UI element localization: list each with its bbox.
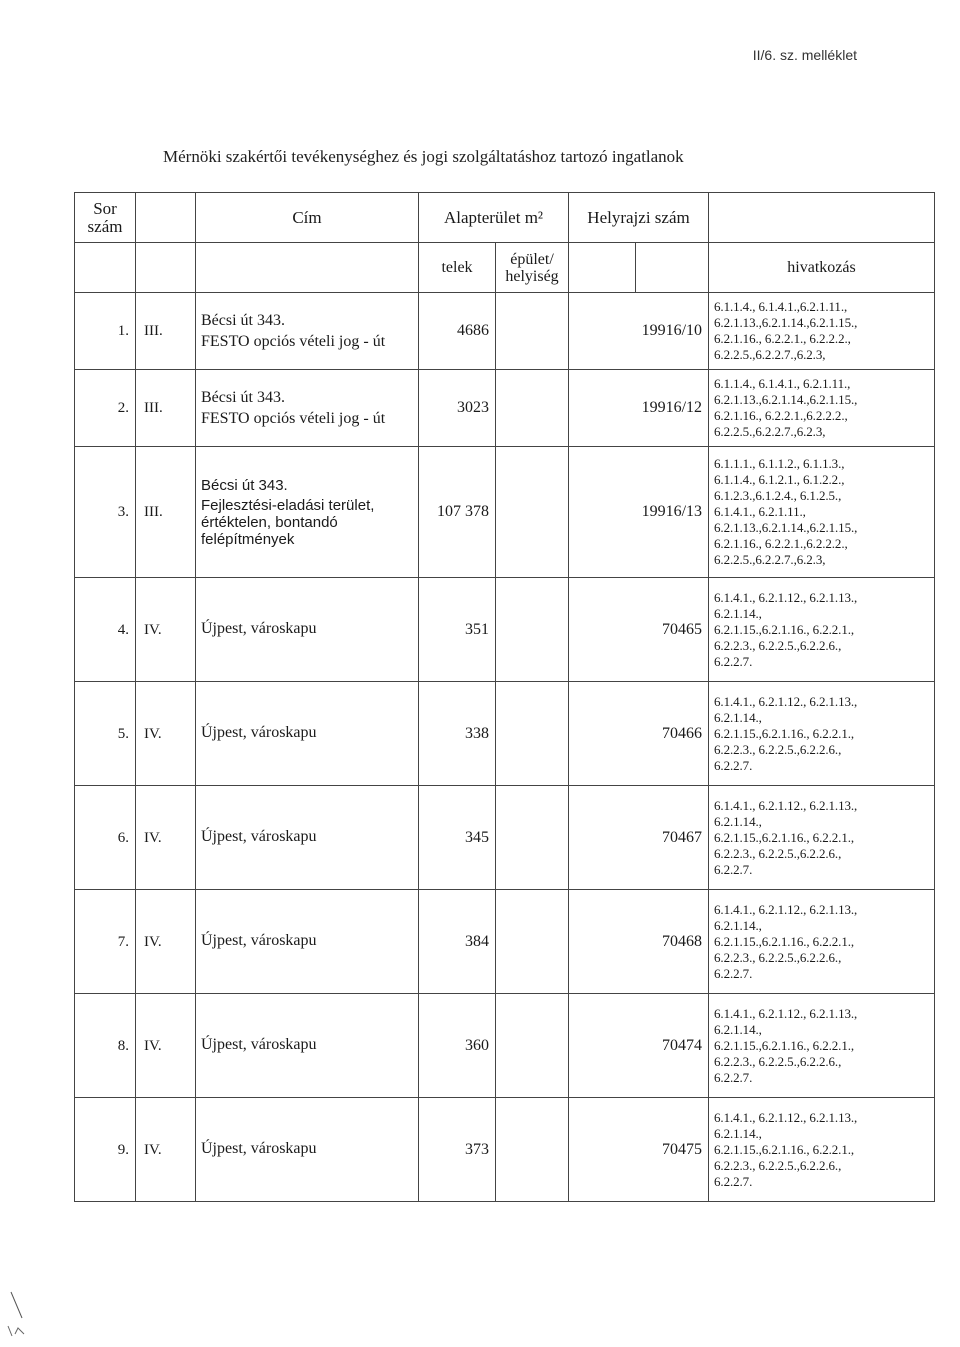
- reference-line: 6.2.2.3., 6.2.2.5.,6.2.2.6.,: [714, 1157, 842, 1173]
- reference-cell: [709, 682, 935, 786]
- address-line-2: Fejlesztési-eladási terület, értéktelen, bontandó felépítmények: [201, 497, 375, 548]
- reference-line: 6.2.2.7.: [714, 757, 753, 773]
- reference-cell: [709, 370, 935, 447]
- land-area: 360: [419, 994, 496, 1098]
- reference-line: 6.2.1.16., 6.2.2.1.,6.2.2.2.,: [714, 536, 848, 551]
- reference-line: 6.2.2.3., 6.2.2.5.,6.2.2.6.,: [714, 1053, 842, 1069]
- reference-line: 6.2.1.15.,6.2.1.16., 6.2.2.1.,: [714, 725, 855, 741]
- table-row: [75, 578, 935, 682]
- parcel-number: 70465: [569, 578, 709, 682]
- address-line-1: Bécsi út 343.: [201, 312, 285, 329]
- reference-line: 6.2.1.14.,: [714, 917, 762, 933]
- header-parcel-number: Helyrajzi szám: [569, 193, 709, 243]
- reference-line: 6.2.2.7.: [714, 653, 753, 669]
- reference-line: 6.1.1.4., 6.1.4.1., 6.2.1.11.,: [714, 376, 851, 391]
- address-line-1: Újpest, városkapu: [201, 828, 317, 845]
- header-land: telek: [419, 243, 496, 293]
- reference-line: 6.1.4.1., 6.2.1.12., 6.2.1.13.,: [714, 589, 858, 605]
- address-cell: [196, 447, 419, 578]
- reference-line: 6.2.2.7.: [714, 1173, 753, 1189]
- land-area: 3023: [419, 370, 496, 447]
- reference-line: 6.2.1.15.,6.2.1.16., 6.2.2.1.,: [714, 1141, 855, 1157]
- reference-line: 6.2.2.3., 6.2.2.5.,6.2.2.6.,: [714, 741, 842, 757]
- address-line-1: Újpest, városkapu: [201, 724, 317, 741]
- reference-line: 6.1.4.1., 6.2.1.12., 6.2.1.13.,: [714, 1109, 858, 1125]
- reference-line: 6.1.4.1., 6.2.1.12., 6.2.1.13.,: [714, 693, 858, 709]
- parcel-number: 70474: [569, 994, 709, 1098]
- address-cell: [196, 1098, 419, 1202]
- reference-line: 6.2.1.13.,6.2.1.14.,6.2.1.15.,: [714, 315, 858, 330]
- district: IV.: [136, 682, 196, 786]
- parcel-number: 19916/12: [569, 370, 709, 447]
- reference-cell: [709, 994, 935, 1098]
- reference-line: 6.1.4.1., 6.2.1.12., 6.2.1.13.,: [714, 797, 858, 813]
- land-area: 345: [419, 786, 496, 890]
- reference-line: 6.2.1.14.,: [714, 709, 762, 725]
- building-area: [496, 578, 569, 682]
- pen-mark: [6, 1290, 36, 1340]
- land-area: 4686: [419, 293, 496, 370]
- address-line-1: Újpest, városkapu: [201, 620, 317, 637]
- reference-cell: [709, 293, 935, 370]
- table-row: [75, 1098, 935, 1202]
- parcel-number: 70466: [569, 682, 709, 786]
- address-line-2: FESTO opciós vételi jog - út: [201, 410, 386, 427]
- table-row: [75, 682, 935, 786]
- district: III.: [136, 447, 196, 578]
- building-area: [496, 370, 569, 447]
- land-area: 338: [419, 682, 496, 786]
- header-building: épület/ helyiség: [496, 243, 569, 293]
- row-number: 8.: [75, 994, 136, 1098]
- land-area: 384: [419, 890, 496, 994]
- reference-line: 6.2.1.15.,6.2.1.16., 6.2.2.1.,: [714, 933, 855, 949]
- district: IV.: [136, 994, 196, 1098]
- reference-cell: [709, 578, 935, 682]
- subheader-blank: [636, 243, 709, 293]
- parcel-number: 19916/13: [569, 447, 709, 578]
- building-area: [496, 786, 569, 890]
- reference-line: 6.2.2.5.,6.2.2.7.,6.2.3,: [714, 552, 826, 567]
- reference-line: 6.1.1.4., 6.1.2.1., 6.1.2.2.,: [714, 472, 845, 487]
- address-line-1: Újpest, városkapu: [201, 932, 317, 949]
- address-line-1: Újpest, városkapu: [201, 1036, 317, 1053]
- reference-line: 6.2.1.14.,: [714, 813, 762, 829]
- building-area: [496, 682, 569, 786]
- address-cell: [196, 682, 419, 786]
- reference-line: 6.1.4.1., 6.2.1.12., 6.2.1.13.,: [714, 1005, 858, 1021]
- table-row: [75, 786, 935, 890]
- reference-line: 6.2.2.5.,6.2.2.7.,6.2.3,: [714, 424, 826, 439]
- row-number: 6.: [75, 786, 136, 890]
- header-row-number: Sor szám: [75, 193, 136, 243]
- table-row: [75, 447, 935, 578]
- row-number: 3.: [75, 447, 136, 578]
- reference-cell: [709, 1098, 935, 1202]
- address-cell: [196, 293, 419, 370]
- reference-line: 6.2.2.3., 6.2.2.5.,6.2.2.6.,: [714, 637, 842, 653]
- subheader-blank: [136, 243, 196, 293]
- address-cell: [196, 578, 419, 682]
- reference-line: 6.2.1.16., 6.2.2.1.,6.2.2.2.,: [714, 408, 848, 423]
- row-number: 5.: [75, 682, 136, 786]
- reference-cell: [709, 786, 935, 890]
- district: IV.: [136, 578, 196, 682]
- building-area: [496, 293, 569, 370]
- address-line-1: Bécsi út 343.: [201, 477, 288, 494]
- reference-line: 6.2.1.13.,6.2.1.14.,6.2.1.15.,: [714, 520, 858, 535]
- table-body: [75, 293, 935, 1202]
- reference-line: 6.1.4.1., 6.2.1.12., 6.2.1.13.,: [714, 901, 858, 917]
- building-area: [496, 447, 569, 578]
- reference-line: 6.2.2.7.: [714, 1069, 753, 1085]
- reference-line: 6.2.1.15.,6.2.1.16., 6.2.2.1.,: [714, 829, 855, 845]
- table-row: [75, 994, 935, 1098]
- page-title: Mérnöki szakértői tevékenységhez és jogi szolgáltatáshoz tartozó ingatlanok: [163, 147, 684, 166]
- row-number: 9.: [75, 1098, 136, 1202]
- address-cell: [196, 370, 419, 447]
- district: IV.: [136, 786, 196, 890]
- header-reference: hivatkozás: [709, 243, 935, 293]
- reference-line: 6.2.2.7.: [714, 861, 753, 877]
- district: III.: [136, 370, 196, 447]
- reference-line: 6.2.1.13.,6.2.1.14.,6.2.1.15.,: [714, 392, 858, 407]
- building-area: [496, 890, 569, 994]
- annex-label: II/6. sz. melléklet: [752, 47, 857, 63]
- row-number: 7.: [75, 890, 136, 994]
- reference-line: 6.1.4.1., 6.2.1.11.,: [714, 504, 806, 519]
- address-cell: [196, 994, 419, 1098]
- parcel-number: 70468: [569, 890, 709, 994]
- reference-line: 6.2.1.14.,: [714, 1021, 762, 1037]
- land-area: 351: [419, 578, 496, 682]
- header-blank-right: [709, 193, 935, 243]
- subheader-blank: [196, 243, 419, 293]
- row-number: 4.: [75, 578, 136, 682]
- table-row: [75, 370, 935, 447]
- reference-line: 6.1.2.3.,6.1.2.4., 6.1.2.5.,: [714, 488, 842, 503]
- reference-line: 6.1.1.4., 6.1.4.1.,6.2.1.11.,: [714, 299, 848, 314]
- parcel-number: 19916/10: [569, 293, 709, 370]
- district: III.: [136, 293, 196, 370]
- row-number: 1.: [75, 293, 136, 370]
- subheader-blank: [75, 243, 136, 293]
- district: IV.: [136, 1098, 196, 1202]
- header-floor-area: Alapterület m²: [419, 193, 569, 243]
- table-row: [75, 890, 935, 994]
- parcel-number: 70475: [569, 1098, 709, 1202]
- reference-line: 6.2.1.16., 6.2.2.1., 6.2.2.2.,: [714, 331, 851, 346]
- reference-line: 6.2.2.7.: [714, 965, 753, 981]
- parcel-number: 70467: [569, 786, 709, 890]
- property-table: [74, 192, 935, 1202]
- reference-line: 6.2.2.3., 6.2.2.5.,6.2.2.6.,: [714, 949, 842, 965]
- reference-line: 6.1.1.1., 6.1.1.2., 6.1.1.3.,: [714, 456, 845, 471]
- reference-line: 6.2.2.3., 6.2.2.5.,6.2.2.6.,: [714, 845, 842, 861]
- header-address: Cím: [196, 193, 419, 243]
- reference-cell: [709, 890, 935, 994]
- land-area: 373: [419, 1098, 496, 1202]
- row-number: 2.: [75, 370, 136, 447]
- reference-line: 6.2.2.5.,6.2.2.7.,6.2.3,: [714, 347, 826, 362]
- reference-cell: [709, 447, 935, 578]
- address-cell: [196, 890, 419, 994]
- building-area: [496, 994, 569, 1098]
- reference-line: 6.2.1.15.,6.2.1.16., 6.2.2.1.,: [714, 1037, 855, 1053]
- district: IV.: [136, 890, 196, 994]
- reference-line: 6.2.1.15.,6.2.1.16., 6.2.2.1.,: [714, 621, 855, 637]
- building-area: [496, 1098, 569, 1202]
- address-line-2: FESTO opciós vételi jog - út: [201, 333, 386, 350]
- header-blank: [136, 193, 196, 243]
- table-row: [75, 293, 935, 370]
- address-line-1: Újpest, városkapu: [201, 1140, 317, 1157]
- land-area: 107 378: [419, 447, 496, 578]
- reference-line: 6.2.1.14.,: [714, 605, 762, 621]
- address-line-1: Bécsi út 343.: [201, 389, 285, 406]
- subheader-blank: [569, 243, 636, 293]
- address-cell: [196, 786, 419, 890]
- reference-line: 6.2.1.14.,: [714, 1125, 762, 1141]
